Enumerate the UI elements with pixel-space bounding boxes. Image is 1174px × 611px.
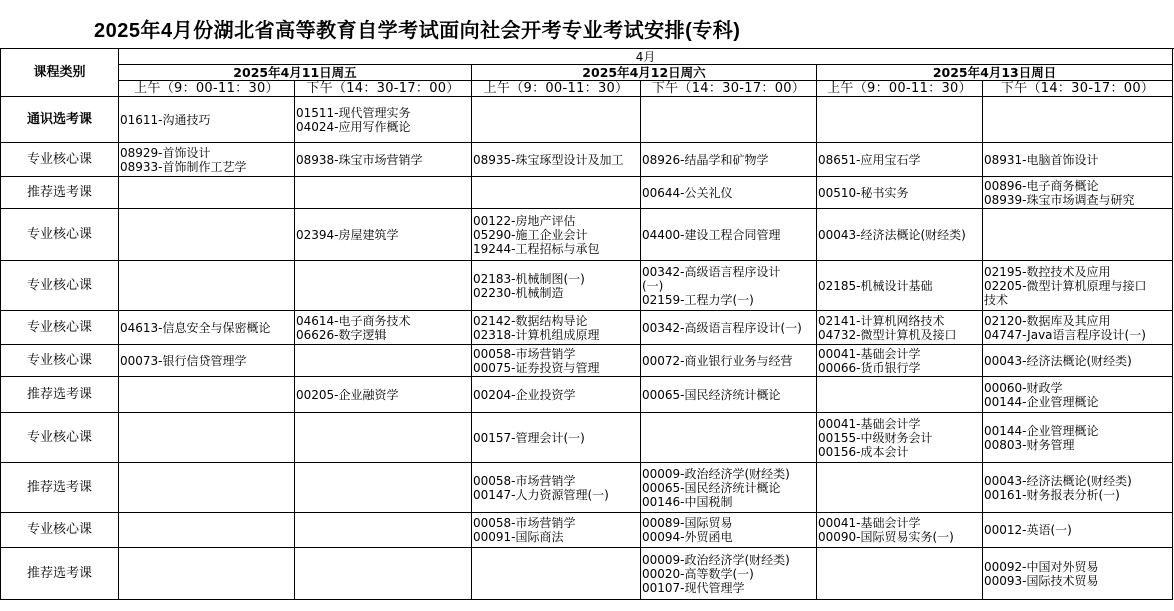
course-cell [641,413,817,463]
course-cell [983,513,1173,548]
course-category: 推荐选考课 [1,548,119,600]
course-entry: 01511-现代管理实务 [296,105,411,120]
schedule-row [1,311,1173,345]
course-cell [983,143,1173,177]
course-cell [817,377,983,413]
course-cell [295,377,472,413]
course-cell [472,463,641,513]
course-cell [119,143,295,177]
course-entry: 00058-市场营销学 [473,346,576,361]
course-entry: 04732-微型计算机及接口 [818,327,957,342]
course-entry: 00065-国民经济统计概论 [642,387,781,402]
course-category: 推荐选考课 [1,177,119,209]
course-entry: 05290-施工企业会计 [473,227,588,242]
course-category: 专业核心课 [1,311,119,345]
course-entry: 00144-企业管理概论 [984,423,1099,438]
course-entry: 02318-计算机组成原理 [473,327,600,342]
course-entry: 00060-财政学 [984,380,1063,395]
course-entry: 02159-工程力学(一) [642,292,754,307]
course-cell [817,548,983,600]
course-cell [472,413,641,463]
time-slot-header: 上午（9：00-11：30） [472,81,641,97]
course-cell [817,261,983,311]
course-cell [817,345,983,377]
course-cell [641,311,817,345]
course-entry: 02142-数据结构导论 [473,313,588,328]
time-slot-header: 上午（9：00-11：30） [119,81,295,97]
course-entry: 00065-国民经济统计概论 [642,480,781,495]
course-entry: 00072-商业银行业务与经营 [642,353,793,368]
course-entry: 00058-市场营销学 [473,516,576,530]
course-cell [295,513,472,548]
course-entry: 08933-首饰制作工艺学 [120,159,247,174]
course-cell [641,143,817,177]
course-entry: 04747-Java语言程序设计(一) [984,327,1146,342]
course-cell [119,177,295,209]
course-entry: 00066-货币银行学 [818,360,921,375]
course-cell [119,548,295,600]
course-cell [983,345,1173,377]
course-category: 通识选考课 [1,97,119,143]
course-cell [983,209,1173,261]
course-entry: 00204-企业投资学 [473,387,576,402]
course-entry: 00020-高等数学(一) [642,566,754,581]
schedule-row [1,209,1173,261]
course-entry: 04614-电子商务技术 [296,313,411,328]
course-cell [472,97,641,143]
course-entry: 00155-中级财务会计 [818,430,933,445]
course-cell [295,97,472,143]
course-cell [119,463,295,513]
course-entry: 08938-珠宝市场营销学 [296,152,423,167]
schedule-row [1,177,1173,209]
course-cell [472,311,641,345]
course-entry: 02185-机械设计基础 [818,278,933,293]
schedule-row [1,143,1173,177]
course-entry: 00090-国际贸易实务(一) [818,530,954,544]
schedule-row [1,377,1173,413]
course-entry: 00644-公关礼仪 [642,185,733,200]
schedule-table [0,48,1173,600]
course-category: 专业核心课 [1,143,119,177]
schedule-row [1,261,1173,311]
course-cell [295,261,472,311]
course-entry: 00146-中国税制 [642,494,733,509]
course-cell [472,377,641,413]
course-entry: 00144-企业管理概论 [984,394,1099,409]
course-entry: 00510-秘书实务 [818,185,909,200]
course-category: 专业核心课 [1,413,119,463]
course-cell [295,413,472,463]
course-entry: 04400-建设工程合同管理 [642,227,781,242]
course-cell [817,463,983,513]
title-row [0,0,1174,49]
course-cell [295,177,472,209]
course-cell [817,143,983,177]
course-entry: 00157-管理会计(一) [473,430,585,445]
course-cell [295,209,472,261]
course-entry: (一) [642,278,664,293]
course-entry: 08931-电脑首饰设计 [984,152,1099,167]
course-entry: 02183-机械制图(一) [473,271,585,286]
course-cell [119,377,295,413]
time-slot-header: 下午（14：30-17：00） [295,81,472,97]
course-entry: 02230-机械制造 [473,285,564,300]
course-cell [817,209,983,261]
course-cell [817,413,983,463]
course-cell [641,177,817,209]
schedule-row [1,97,1173,143]
course-cell [641,345,817,377]
course-cell [119,345,295,377]
course-cell [472,143,641,177]
course-entry: 02205-微型计算机原理与接口 [984,278,1147,293]
course-cell [983,463,1173,513]
course-entry: 00896-电子商务概论 [984,178,1099,193]
course-cell [983,261,1173,311]
course-cell [641,377,817,413]
course-entry: 00205-企业融资学 [296,387,399,402]
course-cell [472,261,641,311]
course-cell [472,548,641,600]
course-cell [295,311,472,345]
course-cell [119,311,295,345]
course-cell [641,548,817,600]
course-cell [119,413,295,463]
course-entry: 01611-沟通技巧 [120,112,211,127]
course-cell [472,177,641,209]
course-entry: 00043-经济法概论(财经类) [984,473,1132,488]
course-cell [295,463,472,513]
course-category: 推荐选考课 [1,377,119,413]
course-cell [983,311,1173,345]
month-header: 4月 [119,49,1173,65]
course-cell [817,513,983,548]
course-cell [472,513,641,548]
course-entry: 02195-数控技术及应用 [984,264,1111,279]
course-entry: 00043-经济法概论(财经类) [984,353,1132,368]
course-entry: 00012-英语(一) [984,523,1072,537]
schedule-row [1,513,1173,548]
course-entry: 08926-结晶学和矿物学 [642,152,769,167]
course-entry: 00092-中国对外贸易 [984,559,1099,574]
schedule-row [1,413,1173,463]
course-entry: 04613-信息安全与保密概论 [120,320,271,335]
course-category: 专业核心课 [1,261,119,311]
course-category: 推荐选考课 [1,463,119,513]
course-entry: 00009-政治经济学(财经类) [642,466,790,481]
course-category: 专业核心课 [1,209,119,261]
date-header: 2025年4月12日周六 [472,65,817,81]
course-entry: 00089-国际贸易 [642,516,733,530]
course-cell [641,97,817,143]
course-cell [817,177,983,209]
course-entry: 02394-房屋建筑学 [296,227,399,242]
course-cell [817,311,983,345]
time-slot-header: 下午（14：30-17：00） [983,81,1173,97]
course-cell [983,97,1173,143]
course-cell [295,548,472,600]
course-entry: 00161-财务报表分析(一) [984,487,1120,502]
course-entry: 00073-银行信贷管理学 [120,353,247,368]
course-category: 专业核心课 [1,513,119,548]
category-header: 课程类别 [1,49,119,97]
course-entry: 00147-人力资源管理(一) [473,487,609,502]
course-entry: 02120-数据库及其应用 [984,313,1111,328]
course-cell [983,177,1173,209]
course-entry: 04024-应用写作概论 [296,119,411,134]
course-cell [119,97,295,143]
course-entry: 00093-国际技术贸易 [984,573,1099,588]
course-entry: 00107-现代管理学 [642,580,745,595]
date-header: 2025年4月11日周五 [119,65,472,81]
page-title: 2025年4月份湖北省高等教育自学考试面向社会开考专业考试安排(专科) [94,20,741,42]
course-entry: 00041-基础会计学 [818,416,921,431]
course-entry: 00009-政治经济学(财经类) [642,552,790,567]
header-slot-row [1,81,1173,97]
course-cell [641,261,817,311]
course-cell [472,345,641,377]
schedule-row [1,548,1173,600]
course-cell [641,513,817,548]
course-entry: 08939-珠宝市场调查与研究 [984,192,1135,207]
course-cell [641,463,817,513]
course-entry: 08935-珠宝琢型设计及加工 [473,152,624,167]
time-slot-header: 上午（9：00-11：30） [817,81,983,97]
course-entry: 02141-计算机网络技术 [818,313,945,328]
course-cell [983,377,1173,413]
course-entry: 00041-基础会计学 [818,516,921,530]
course-entry: 08929-首饰设计 [120,145,211,160]
date-header: 2025年4月13日周日 [817,65,1173,81]
course-entry: 00041-基础会计学 [818,346,921,361]
course-entry: 00803-财务管理 [984,437,1075,452]
course-entry: 00342-高级语言程序设计(一) [642,320,802,335]
course-entry: 技术 [984,292,1009,307]
schedule-row [1,345,1173,377]
course-entry: 08651-应用宝石学 [818,152,921,167]
course-category: 专业核心课 [1,345,119,377]
course-cell [472,209,641,261]
header-date-row [1,65,1173,81]
course-entry: 00122-房地产评估 [473,213,576,228]
header-month-row [1,49,1173,65]
course-entry: 00058-市场营销学 [473,473,576,488]
course-cell [983,548,1173,600]
course-entry: 00342-高级语言程序设计 [642,264,781,279]
course-cell [983,413,1173,463]
course-entry: 00043-经济法概论(财经类) [818,227,966,242]
schedule-row [1,463,1173,513]
course-entry: 00091-国际商法 [473,530,564,544]
course-cell [119,513,295,548]
course-entry: 19244-工程招标与承包 [473,241,600,256]
course-cell [295,143,472,177]
course-cell [119,261,295,311]
time-slot-header: 下午（14：30-17：00） [641,81,817,97]
course-entry: 00156-成本会计 [818,444,909,459]
course-entry: 06626-数字逻辑 [296,327,387,342]
course-cell [295,345,472,377]
course-entry: 00075-证券投资与管理 [473,360,600,375]
course-cell [641,209,817,261]
course-cell [119,209,295,261]
course-cell [817,97,983,143]
course-entry: 00094-外贸函电 [642,530,733,544]
